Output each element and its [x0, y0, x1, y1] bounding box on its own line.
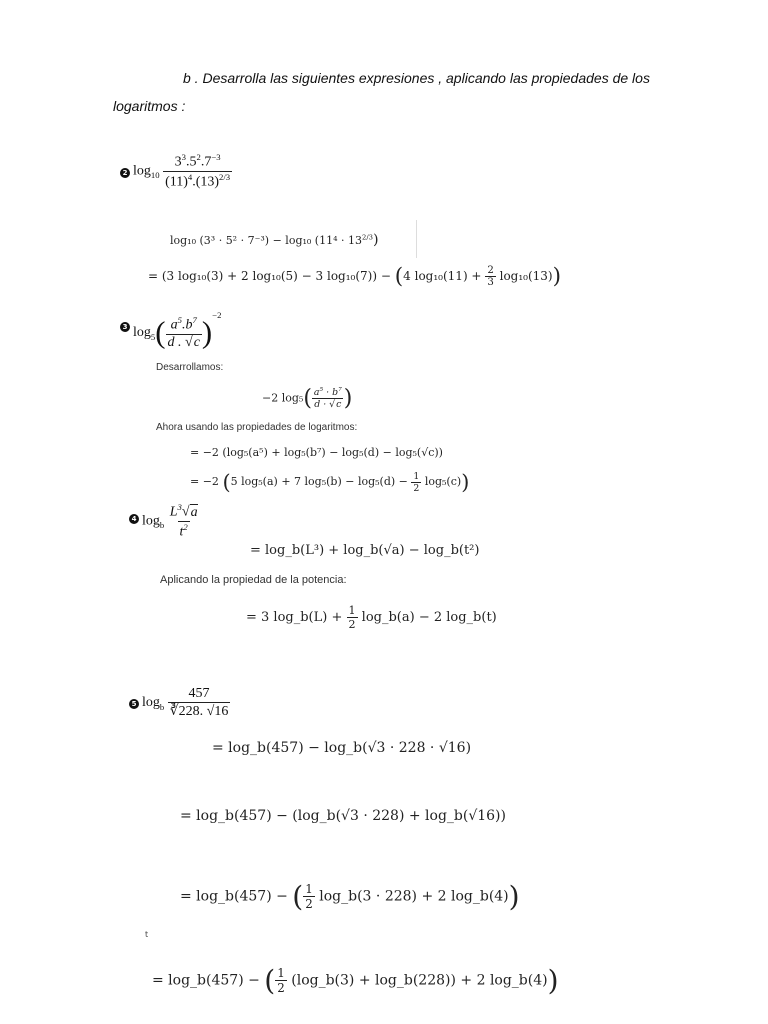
p5-half-b: [275, 966, 287, 995]
p4-step1: = log_b(L³) + log_b(√a) − log_b(t²): [250, 543, 480, 558]
p3-expr-fraction: $\frac{a^5 \cdot b^7}{d \cdot √c}$: [313, 386, 342, 411]
divider-line: [416, 220, 417, 258]
p2-step2b-text: 4 log₁₀(11) +: [403, 269, 486, 283]
p3-expr: −2 log₅( $\frac{a^5 \cdot b^7}{d \cdot √c}$ ): [262, 386, 353, 411]
log-label: log: [142, 695, 160, 711]
p2-numerator: $3^3.5^2.7^{-3}$: [174, 152, 221, 170]
p3-numerator: $a^5.b^7$: [170, 314, 197, 333]
problem-3-expression: $\log_5$( $\frac{a^5.b^7}{d . √c}$ )$^{-2}$: [133, 310, 222, 350]
p5-step4a: = log_b(457) −: [152, 972, 265, 989]
log-base: 10: [150, 170, 160, 181]
p4-step2: [246, 604, 497, 631]
p4-half: [347, 604, 358, 631]
frac-num: 2: [487, 265, 494, 276]
p4-denominator: $t^2$: [179, 521, 188, 540]
frac-num: 1: [277, 966, 285, 980]
p3-step2c: log₅(c): [421, 475, 462, 488]
problem-2-expression: [133, 152, 232, 190]
p5-numerator: 457: [188, 686, 210, 701]
log-base: b: [159, 702, 165, 713]
p4-step2b: log_b(a) − 2 log_b(t): [357, 610, 497, 625]
p2-denominator: $(11)^4.(13)^{2/3}$: [165, 171, 231, 190]
p4-note: Aplicando la propiedad de la potencia:: [160, 574, 347, 586]
p5-half-a: [303, 882, 315, 911]
instruction-line-1: b . Desarrolla las siguientes expresiones , aplicando las propiedades de los: [183, 70, 650, 86]
problem-4-expression: [142, 502, 200, 540]
p5-step3: = log_b(457) − ( $\frac{1}{2}$ log_b(3 · 228) + 2 log_b(4)): [180, 880, 520, 913]
bullet-5-icon: 5: [129, 699, 139, 709]
p4-numerator: $L^3√a$: [169, 502, 198, 520]
p3-expr-text: −2 log₅: [262, 391, 304, 405]
p2-step1: [170, 232, 379, 248]
p5-step2: = log_b(457) − (log_b(√3 · 228) + log_b(√16)): [180, 808, 506, 824]
p5-step3b: log_b(3 · 228) + 2 log_b(4): [314, 888, 509, 905]
p2-step2: = (3 log₁₀(3) + 2 log₁₀(5) − 3 log₁₀(7)) − (4 log₁₀(11) + $\frac{2}{3}$ log₁₀(13)): [148, 264, 562, 289]
problem-5-expression: [142, 686, 230, 720]
p3-denominator: d . √c: [167, 334, 200, 350]
p3-half: [411, 471, 421, 494]
problem-3-fraction: [166, 315, 202, 351]
p2-step2-text: = (3 log₁₀(3) + 2 log₁₀(5) − 3 log₁₀(7)) −: [148, 269, 395, 283]
p3-note1: Desarrollamos:: [156, 362, 224, 373]
bullet-4-icon: 4: [129, 514, 139, 524]
p2-close-paren: ): [372, 232, 379, 248]
bullet-3-icon: 3: [120, 322, 130, 332]
problem-2-fraction: [163, 152, 232, 190]
p3-step2: = −2 (5 log₅(a) + 7 log₅(b) − log₅(d) − $\frac{1}{2}$ log₅(c)): [190, 470, 470, 494]
instruction-line-2: logaritmos :: [113, 98, 186, 114]
problem-5-fraction: [168, 686, 231, 720]
frac-num: 1: [305, 882, 313, 896]
p3-note2: Ahora usando las propiedades de logaritmos:: [156, 422, 358, 433]
p5-step1: = log_b(457) − log_b(√3 · 228 · √16): [212, 740, 472, 756]
p3-step2a: = −2: [190, 475, 223, 488]
problem-4-fraction: [168, 502, 200, 540]
p2-step1-exp: 2/3: [361, 233, 373, 242]
frac-den: 2: [277, 981, 285, 995]
p3-step2b: 5 log₅(a) + 7 log₅(b) − log₅(d) −: [230, 475, 412, 488]
log-label: log: [142, 513, 160, 529]
p5-denominator: ∛228. √16: [169, 704, 229, 719]
frac-den: 2: [305, 897, 313, 911]
p4-step2a: = 3 log_b(L) +: [246, 610, 347, 625]
p5-step4b: (log_b(3) + log_b(228)) + 2 log_b(4): [286, 972, 548, 989]
p5-step3a: = log_b(457) −: [180, 888, 293, 905]
log-base: 5: [150, 331, 156, 342]
frac-den: 2: [348, 618, 356, 631]
frac-den: 2: [413, 482, 420, 494]
p3-step1: = −2 (log₅(a⁵) + log₅(b⁷) − log₅(d) − log₅(√c)): [190, 446, 443, 459]
p2-step1-text: log₁₀ (3³ · 5² · 7⁻³) − log₁₀ (11⁴ · 13: [170, 234, 362, 247]
bullet-2-icon: 2: [120, 168, 130, 178]
frac-num: 1: [413, 470, 420, 482]
frac-num: 1: [348, 604, 356, 617]
frac-den: 3: [487, 277, 494, 288]
p3-exponent: −2: [212, 310, 222, 320]
p2-two-thirds: [485, 265, 495, 288]
log-label: log: [133, 163, 151, 179]
log-base: b: [159, 520, 165, 531]
log-label: log: [133, 325, 151, 340]
p2-step2c-text: log₁₀(13): [495, 269, 553, 283]
p5-step4: = log_b(457) − ( $\frac{1}{2}$ (log_b(3) + log_b(228)) + 2 log_b(4)): [152, 964, 559, 997]
stray-mark: t: [145, 930, 149, 939]
